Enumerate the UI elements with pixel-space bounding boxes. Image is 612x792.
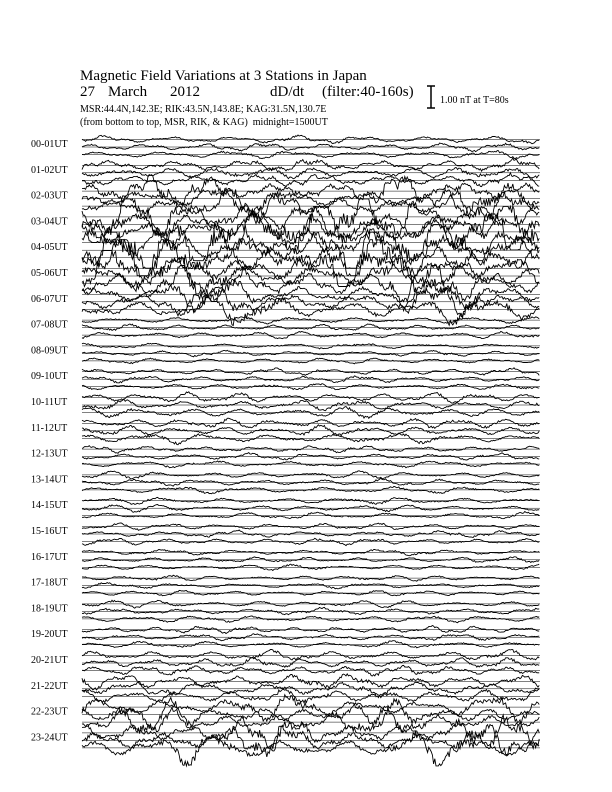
row-label: 21-22UT (31, 680, 68, 692)
row-label: 09-10UT (31, 371, 68, 383)
scale-bar (427, 86, 435, 108)
scale-label: 1.00 nT at T=80s (440, 95, 509, 106)
date-month: March (108, 84, 148, 100)
row-label: 14-15UT (31, 500, 68, 512)
trace-kag (82, 549, 539, 555)
trace-msr (82, 512, 539, 519)
row-label: 05-06UT (31, 268, 68, 279)
trace-kag (82, 446, 539, 454)
row-label: 04-05UT (31, 242, 68, 254)
trace-rik (82, 425, 539, 436)
trace-kag (82, 674, 539, 690)
trace-msr (82, 688, 539, 703)
trace-msr (82, 706, 539, 733)
row-label: 00-01UT (31, 139, 68, 150)
station-order-note: (from bottom to top, MSR, RIK, & KAG) (80, 117, 248, 128)
row-label: 23-24UT (31, 732, 68, 744)
row-label: 20-21UT (31, 655, 68, 666)
trace-kag (82, 600, 539, 608)
row-label: 07-08UT (31, 319, 68, 331)
row-label: 12-13UT (31, 448, 68, 460)
trace-msr (82, 538, 539, 545)
row-label: 10-11UT (31, 397, 68, 408)
row-label: 11-12UT (31, 422, 68, 434)
row-label: 06-07UT (31, 293, 68, 305)
row-label: 19-20UT (31, 629, 68, 641)
station-coordinates: MSR:44.4N,142.3E; RIK:43.5N,143.8E; KAG:31.5N,130.7E (80, 104, 327, 115)
row-label: 13-14UT (31, 474, 68, 486)
quantity-label: dD/dt (270, 84, 305, 100)
trace-rik (82, 324, 539, 330)
row-label: 15-16UT (31, 526, 68, 537)
trace-rik (82, 453, 539, 460)
chart-title: Magnetic Field Variations at 3 Stations in Japan (80, 68, 367, 84)
trace-kag (82, 650, 539, 660)
row-label: 17-18UT (31, 577, 68, 589)
date-year: 2012 (170, 84, 200, 100)
trace-msr (82, 461, 539, 468)
trace-rik (82, 143, 539, 152)
trace-rik (82, 607, 539, 614)
date-day: 27 (80, 84, 95, 100)
filter-label: (filter:40-160s) (322, 84, 414, 100)
midnight-note: midnight=1500UT (252, 117, 328, 128)
row-label: 22-23UT (31, 706, 68, 718)
row-label: 02-03UT (31, 190, 68, 202)
row-label: 08-09UT (31, 345, 68, 357)
trace-msr (82, 641, 539, 648)
trace-msr (82, 616, 539, 623)
row-label: 16-17UT (31, 551, 68, 563)
row-label: 18-19UT (31, 603, 68, 615)
row-label: 01-02UT (31, 164, 68, 176)
row-label: 03-04UT (31, 216, 68, 228)
trace-msr (82, 434, 539, 445)
